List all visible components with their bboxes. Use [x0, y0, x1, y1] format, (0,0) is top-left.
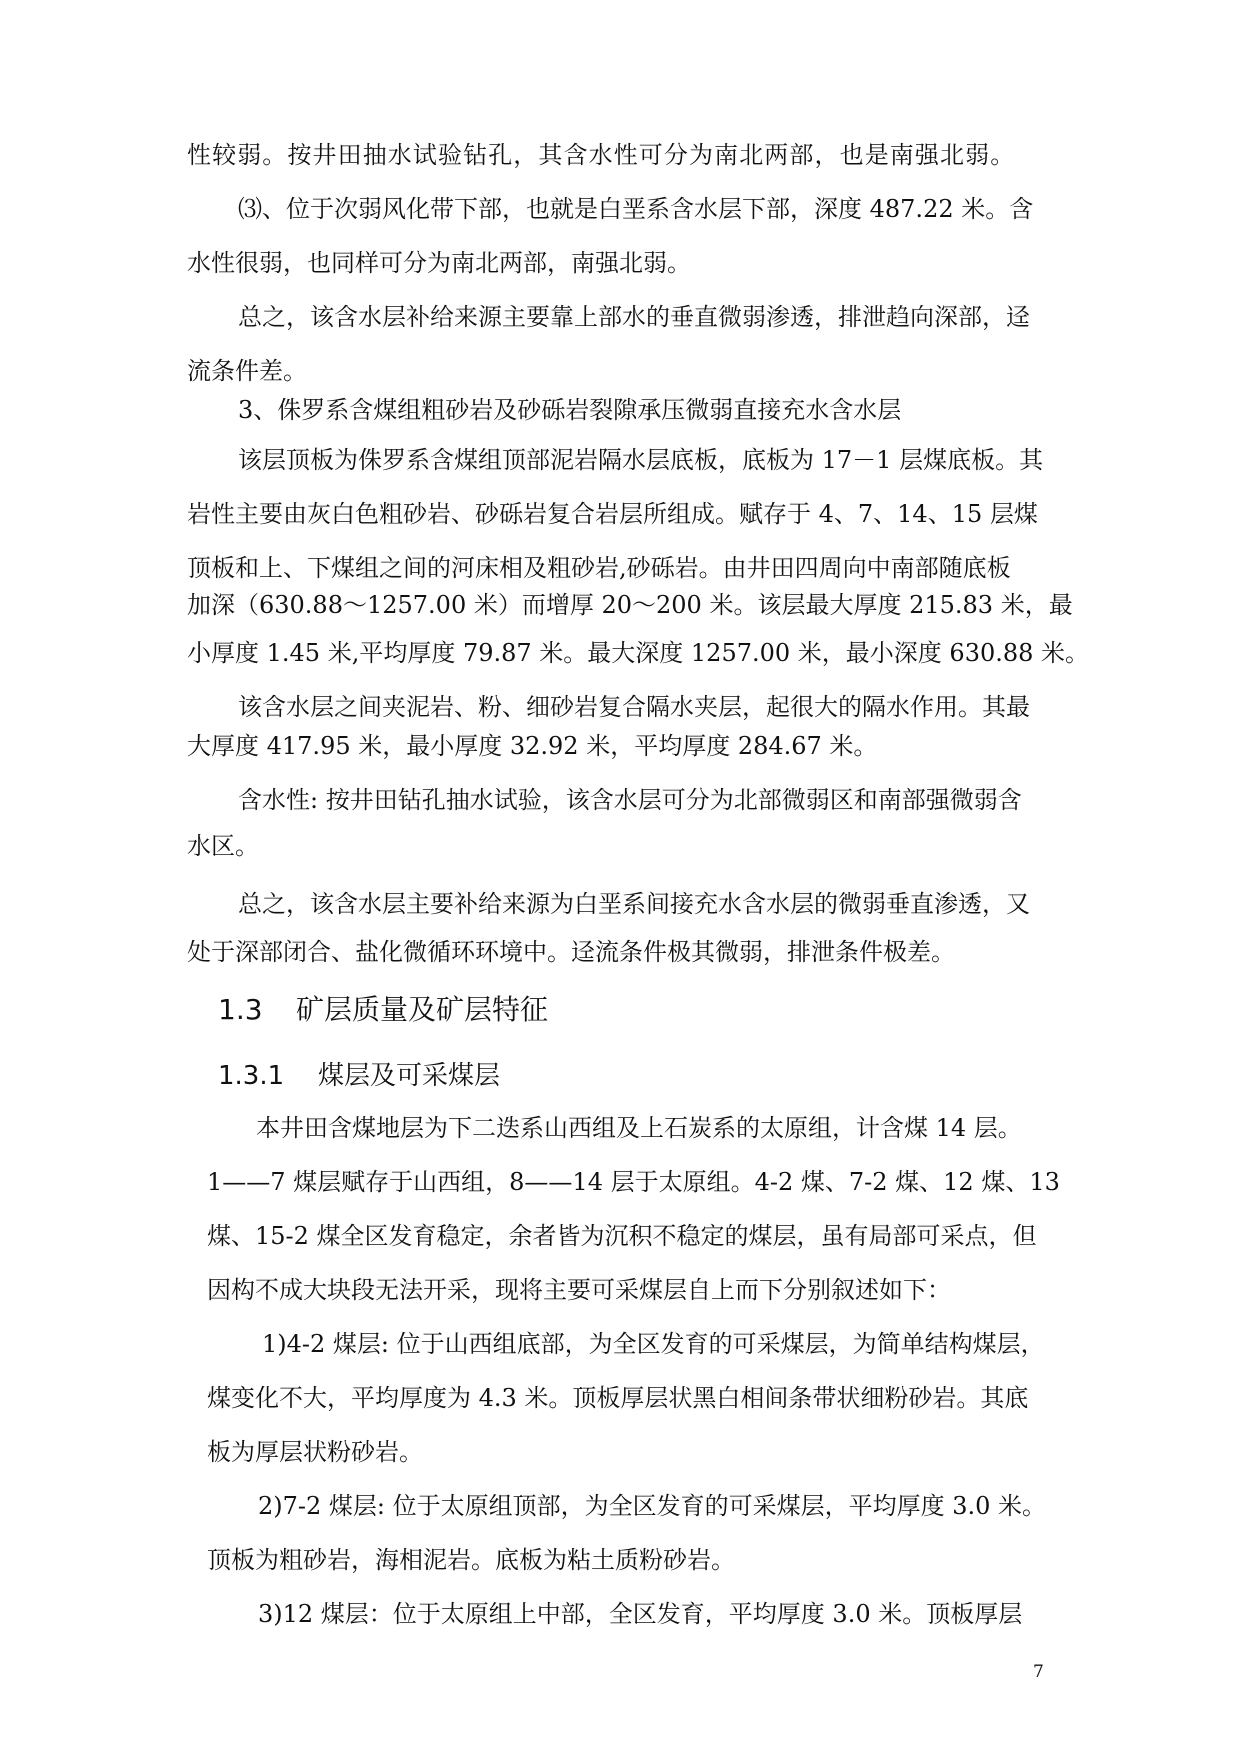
text-line: 大厚度 417.95 米，最小厚度 32.92 米，平均厚度 284.67 米。 — [187, 732, 878, 760]
section-title: 矿层质量及矿层特征 — [296, 993, 549, 1026]
subsection-title: 煤层及可采煤层 — [318, 1061, 501, 1091]
text-line: 总之，该含水层补给来源主要靠上部水的垂直微弱渗透，排泄趋向深部，迳 — [238, 303, 1030, 331]
text-line: 因构不成大块段无法开采，现将主要可采煤层自上而下分别叙述如下： — [207, 1276, 951, 1304]
text-line: 岩性主要由灰白色粗砂岩、砂砾岩复合岩层所组成。赋存于 4、7、14、15 层煤 — [187, 500, 1038, 528]
text-line: 水性很弱，也同样可分为南北两部，南强北弱。 — [187, 249, 691, 277]
text-line: 加深（630.88～1257.00 米）而增厚 20～200 米。该层最大厚度 215.83 米，最 — [187, 591, 1073, 619]
text-line: ⑶、位于次弱风化带下部，也就是白垩系含水层下部，深度 487.22 米。含 — [238, 195, 1034, 223]
text-line: 板为厚层状粉砂岩。 — [207, 1438, 423, 1466]
subsection-number: 1.3.1 — [218, 1061, 285, 1091]
text-line: 3)12 煤层：位于太原组上中部，全区发育，平均厚度 3.0 米。顶板厚层 — [258, 1600, 1023, 1628]
text-line: 含水性: 按井田钻孔抽水试验，该含水层可分为北部微弱区和南部强微弱含 — [238, 786, 1022, 814]
text-line: 总之，该含水层主要补给来源为白垩系间接充水含水层的微弱垂直渗透，又 — [238, 890, 1030, 918]
text-line: 流条件差。 — [187, 357, 307, 385]
text-line: 煤、15-2 煤全区发育稳定，余者皆为沉积不稳定的煤层，虽有局部可采点，但 — [207, 1222, 1037, 1250]
text-line: 水区。 — [187, 832, 259, 860]
section-number: 1.3 — [218, 993, 263, 1026]
text-line: 3、侏罗系含煤组粗砂岩及砂砾岩裂隙承压微弱直接充水含水层 — [238, 396, 902, 424]
text-line: 煤变化不大，平均厚度为 4.3 米。顶板厚层状黑白相间条带状细粉砂岩。其底 — [207, 1384, 1029, 1412]
text-line: 本井田含煤地层为下二迭系山西组及上石炭系的太原组，计含煤 14 层。 — [256, 1114, 1022, 1142]
text-line: 小厚度 1.45 米,平均厚度 79.87 米。最大深度 1257.00 米，最小深度 630.88 米。 — [187, 639, 1090, 667]
text-line: 顶板和上、下煤组之间的河床相及粗砂岩,砂砾岩。由井田四周向中南部随底板 — [187, 554, 1011, 582]
text-line: 该层顶板为侏罗系含煤组顶部泥岩隔水层底板，底板为 17－1 层煤底板。其 — [238, 446, 1044, 474]
text-line: 2)7-2 煤层: 位于太原组顶部，为全区发育的可采煤层，平均厚度 3.0 米。 — [258, 1492, 1047, 1520]
section-heading — [218, 993, 548, 1027]
text-line: 顶板为粗砂岩，海相泥岩。底板为粘土质粉砂岩。 — [207, 1546, 735, 1574]
text-line: 处于深部闭合、盐化微循环环境中。迳流条件极其微弱，排泄条件极差。 — [187, 938, 955, 966]
text-line: 该含水层之间夹泥岩、粉、细砂岩复合隔水夹层，起很大的隔水作用。其最 — [238, 693, 1030, 721]
text-line: 1)4-2 煤层: 位于山西组底部，为全区发育的可采煤层，为简单结构煤层， — [262, 1330, 1045, 1358]
subsection-heading — [218, 1060, 500, 1092]
text-line: 1——7 煤层赋存于山西组，8——14 层于太原组。4-2 煤、7-2 煤、12 煤、13 — [207, 1168, 1060, 1196]
text-line: 性较弱。按井田抽水试验钻孔，其含水性可分为南北两部，也是南强北弱。 — [187, 141, 1016, 169]
page-number: 7 — [1033, 1662, 1044, 1682]
